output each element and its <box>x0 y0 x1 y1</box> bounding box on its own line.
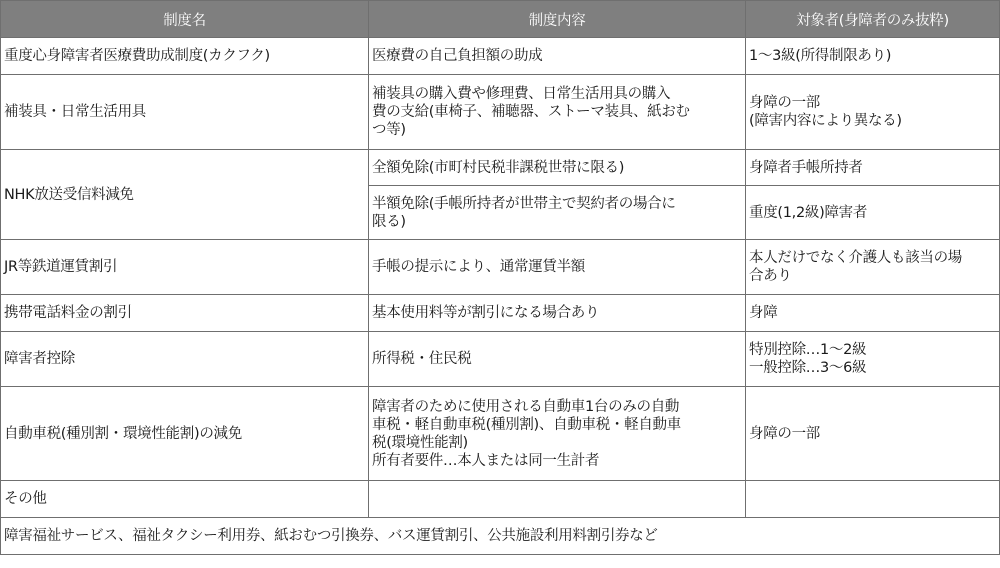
row-name: 自動車税(種別割・環境性能割)の減免 <box>1 387 369 481</box>
table-row <box>1 38 1000 75</box>
footer-row <box>1 518 1000 555</box>
row-content: 所得税・住民税 <box>369 332 746 387</box>
row-content: 医療費の自己負担額の助成 <box>369 38 746 75</box>
row-name: 障害者控除 <box>1 332 369 387</box>
row-content: 補装具の購入費や修理費、日常生活用具の購入 費の支給(車椅子、補聴器、ストーマ装具、紙おむ つ等) <box>369 75 746 150</box>
row-target: 身障の一部 (障害内容により異なる) <box>746 75 1000 150</box>
row-target: 本人だけでなく介護人も該当の場 合あり <box>746 240 1000 295</box>
row-name: 携帯電話料金の割引 <box>1 295 369 332</box>
table-row <box>1 387 1000 481</box>
table-row <box>1 75 1000 150</box>
row-name: JR等鉄道運賃割引 <box>1 240 369 295</box>
row-content: 半額免除(手帳所持者が世帯主で契約者の場合に 限る) <box>369 186 746 240</box>
row-target: 特別控除…1〜2級 一般控除…3〜6級 <box>746 332 1000 387</box>
row-name: その他 <box>1 481 369 518</box>
header-target: 対象者(身障者のみ抜粋) <box>746 1 1000 38</box>
table-row <box>1 481 1000 518</box>
row-name: NHK放送受信料減免 <box>1 150 369 240</box>
row-name: 補装具・日常生活用具 <box>1 75 369 150</box>
footer-note: 障害福祉サービス、福祉タクシー利用券、紙おむつ引換券、バス運賃割引、公共施設利用料割引券など <box>1 518 1000 555</box>
row-content: 全額免除(市町村民税非課税世帯に限る) <box>369 150 746 186</box>
table-row <box>1 240 1000 295</box>
row-target: 身障の一部 <box>746 387 1000 481</box>
row-name: 重度心身障害者医療費助成制度(カクフク) <box>1 38 369 75</box>
table-row <box>1 150 1000 186</box>
header-system-content: 制度内容 <box>369 1 746 38</box>
table-row <box>1 332 1000 387</box>
row-content: 基本使用料等が割引になる場合あり <box>369 295 746 332</box>
table-row <box>1 295 1000 332</box>
row-target: 重度(1,2級)障害者 <box>746 186 1000 240</box>
row-content: 障害者のために使用される自動車1台のみの自動 車税・軽自動車税(種別割)、自動車税・軽自動車 税(環境性能割) 所有者要件…本人または同一生計者 <box>369 387 746 481</box>
header-row <box>1 1 1000 38</box>
row-content <box>369 481 746 518</box>
row-target: 身障 <box>746 295 1000 332</box>
header-system-name: 制度名 <box>1 1 369 38</box>
row-target <box>746 481 1000 518</box>
row-content: 手帳の提示により、通常運賃半額 <box>369 240 746 295</box>
row-target: 身障者手帳所持者 <box>746 150 1000 186</box>
row-target: 1〜3級(所得制限あり) <box>746 38 1000 75</box>
